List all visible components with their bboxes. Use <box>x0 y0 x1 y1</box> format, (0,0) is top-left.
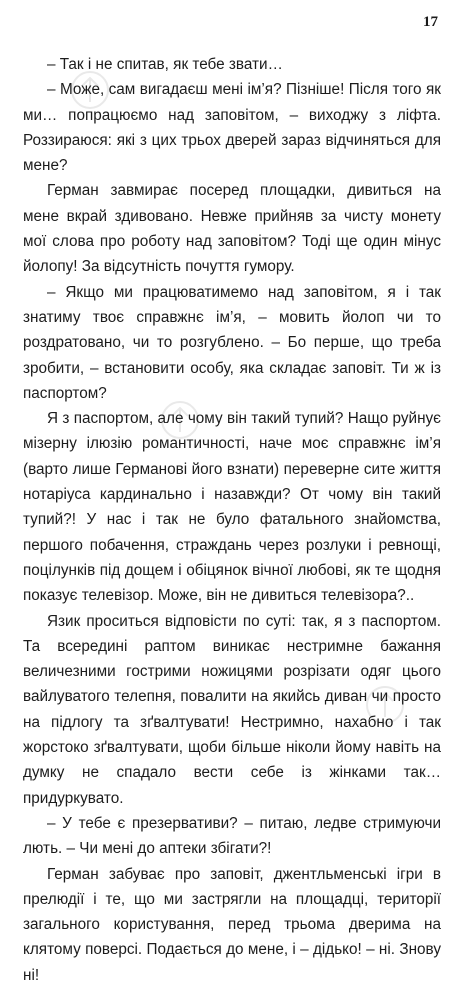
paragraph: Язик проситься відповісти по суті: так, я з паспортом. Та всередині раптом виникає нестримне бажання величезними гострими ножицями розрізати одяг цього вайлуватого телепня, повалити на якийсь диван чи просто на підлогу та зґвалтувати! Нестримно, нахабно і так жорстоко зґвалтувати, щоби більше ніколи йому навіть на думку не спадало вести себе із жінками так… придуркувато. <box>23 612 441 807</box>
paragraph: Герман завмирає посеред площадки, дивиться на мене вкрай здивовано. Невже прийняв за чисту монету мої слова про роботу над заповітом? Тоді ще один мінус йолопу! За відсутність почуття гумору. <box>23 182 441 276</box>
paragraph: – У тебе є презервативи? – питаю, ледве стримуючи лють. – Чи мені до аптеки збігати?! <box>23 814 441 858</box>
paragraph: – Так і не спитав, як тебе звати… <box>47 56 283 73</box>
paragraph: – Може, сам вигадаєш мені ім’я? Пізніше! Після того як ми… попрацюємо над заповітом, – виходжу з ліфта. Роззираюся: які з цих трьох дверей зараз відчиняться для мене? <box>23 81 441 175</box>
paragraph: Герман забуває про заповіт, джентльменські ігри в прелюдії і те, що ми застрягли на площадці, території загального користування, перед трьома дверима на клятому поверсі. Подається до мене, і – дідько! – ні. Знову ні! <box>23 865 441 984</box>
paragraph: – Якщо ми працюватимемо над заповітом, я і так знатиму твоє справжнє ім’я, – мовить йолоп чи то роздратовано, чи то розгублено. – Бо перше, що треба зробити, – встановити особу, яка складає заповіт. Ти ж із паспортом? <box>23 283 441 402</box>
page-number: 17 <box>423 14 438 30</box>
paragraph: Я з паспортом, але чому він такий тупий? Нащо руйнує мізерну ілюзію романтичності, наче моє справжнє ім’я (варто лише Германові його взнати) переверне сите життя нотаріуса кардинально і назавжди? От чому він такий тупий?! У нас і так не було фатального знайомства, першого побачення, страждань через розлуки і ревнощі, поцілунків під дощем і обіцянок вічної любові, як те щодня показує телевізор. Може, він не дивиться телевізора?.. <box>23 410 441 605</box>
text-body <box>23 52 441 988</box>
